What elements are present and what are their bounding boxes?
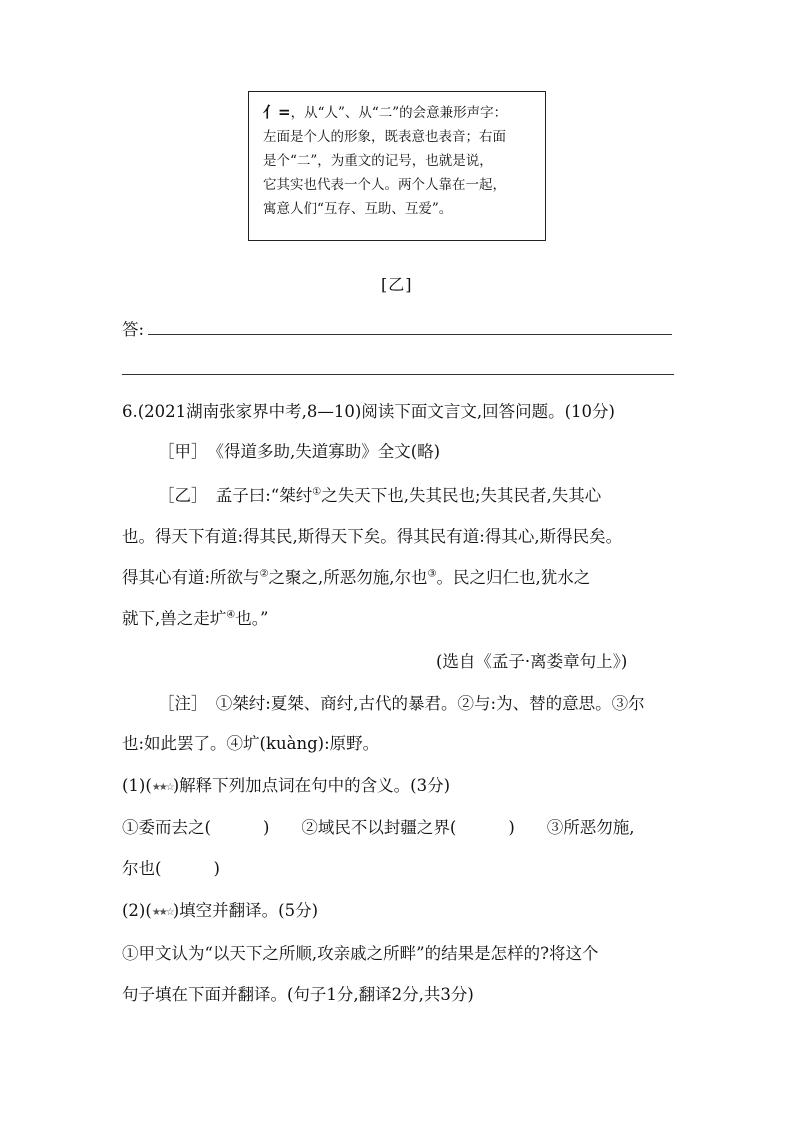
passage-yi-line: 就下,兽之走圹④也。” (122, 609, 269, 628)
difficulty-stars-icon: ★★☆ (151, 907, 173, 918)
passage-yi-line: ［乙］ 孟子曰:“桀纣①之失天下也,失其民也;失其民者,失其心 (158, 486, 602, 505)
notes-line: 也:如此罢了。④圹(kuàng):原野。 (122, 734, 380, 753)
sub-question-2-text: 句子填在下面并翻译。(句子1分,翻译2分,共3分) (122, 985, 474, 1004)
difficulty-stars-icon: ★★☆ (151, 782, 173, 793)
figure-box (248, 91, 546, 241)
figure-caption: [乙] (381, 275, 413, 294)
answer-line[interactable] (148, 334, 672, 335)
footnote-marker: ④ (226, 609, 236, 621)
passage-source: (选自《孟子·离娄章句上》) (436, 652, 628, 671)
sub-question-1-items: ①委而去之( ) ②域民不以封疆之界( ) ③所恶勿施, (122, 818, 635, 837)
notes-line: ［注］ ①桀纣:夏桀、商纣,古代的暴君。②与:为、替的意思。③尔 (158, 694, 645, 713)
ancient-character-glyph: 亻= (263, 103, 291, 121)
question-6-header: 6.(2021湖南张家界中考,8—10)阅读下面文言文,回答问题。(10分) (122, 402, 615, 421)
footnote-marker: ② (259, 568, 269, 580)
passage-yi-line: 也。得天下有道:得其民,斯得天下矣。得其民有道:得其心,斯得民矣。 (122, 527, 623, 546)
sub-question-1-items: 尔也( ) (122, 859, 220, 878)
sub-question-2-text: ①甲文认为“以天下之所顺,攻亲戚之所畔”的结果是怎样的?将这个 (122, 944, 599, 963)
footnote-marker: ① (312, 486, 322, 498)
passage-jia: ［甲］ 《得道多助,失道寡助》全文(略) (158, 442, 441, 461)
passage-yi-line: 得其心有道:所欲与②之聚之,所恶勿施,尔也③。民之归仁也,犹水之 (122, 568, 591, 587)
figure-text-line: ，从“人”、从“二”的会意兼形声字： (290, 105, 508, 121)
sub-question-1: (1)(★★☆)解释下列加点词在句中的含义。(3分) (122, 776, 451, 795)
figure-text-line: 是个“二”，为重文的记号，也就是说， (263, 153, 493, 169)
sub-question-2: (2)(★★☆)填空并翻译。(5分) (122, 901, 319, 920)
answer-line[interactable] (122, 374, 674, 375)
figure-text-line: 它其实也代表一个人。两个人靠在一起， (263, 177, 506, 193)
figure-text-line: 寓意人们“互存、互助、互爱”。 (263, 201, 453, 217)
footnote-marker: ③ (427, 568, 437, 580)
figure-text-line: 左面是个人的形象，既表意也表音；右面 (263, 129, 506, 145)
answer-label: 答: (122, 320, 145, 339)
